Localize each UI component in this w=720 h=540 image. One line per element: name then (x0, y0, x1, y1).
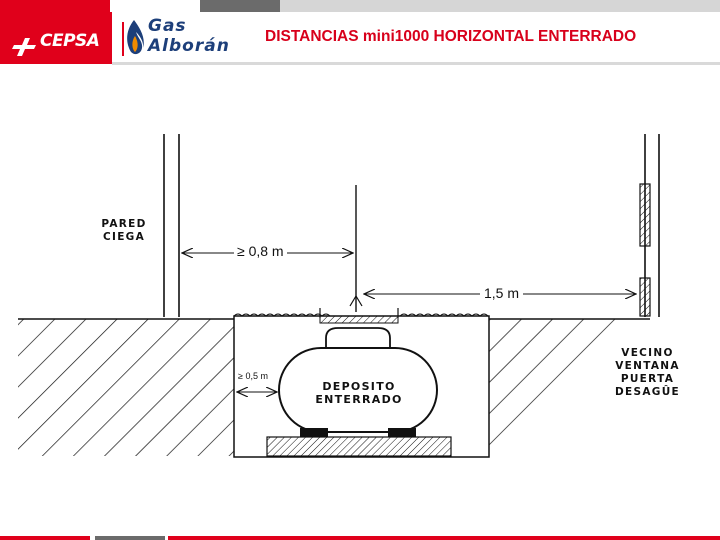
window-icon (640, 184, 650, 246)
wall-label-line2: CIEGA (102, 231, 146, 243)
neighbor-label-line1: VECINO (621, 347, 674, 359)
door-icon (640, 278, 650, 316)
wall-label (88, 218, 160, 244)
neighbor-label-line2: VENTANA (615, 360, 680, 372)
neighbor-label-line4: DESAGÛE (615, 386, 680, 398)
neighbor-wall (640, 134, 659, 317)
concrete-base (267, 437, 451, 456)
bottom-stripe-red (0, 536, 90, 540)
dim-label-wall: ≥ 0,8 m (234, 243, 287, 259)
blind-wall (164, 134, 179, 317)
bottom-stripe-red-2 (168, 536, 720, 540)
page-title: DISTANCIAS mini1000 HORIZONTAL ENTERRADO (265, 28, 637, 45)
tank-label (298, 380, 420, 406)
neighbor-label (600, 347, 695, 399)
ground-left (18, 319, 235, 456)
wall-label-line1: PARED (101, 218, 147, 230)
tank-label-line2: ENTERRADO (315, 393, 403, 406)
tank-support-left (300, 428, 328, 437)
dim-label-neighbor: 1,5 m (480, 285, 523, 301)
cepsa-logo-text: CEPSA (40, 31, 100, 51)
manhole-cover (320, 308, 398, 323)
tank-support-right (388, 428, 416, 437)
tank-label-line1: DEPOSITO (322, 380, 396, 393)
neighbor-label-line3: PUERTA (620, 373, 675, 385)
gas-alboran-line1: Gas (148, 16, 187, 36)
gas-alboran-line2: Alborán (148, 36, 230, 56)
bottom-stripes (0, 536, 720, 540)
dim-label-pit: ≥ 0,5 m (238, 371, 268, 381)
bottom-stripe-dark (95, 536, 165, 540)
